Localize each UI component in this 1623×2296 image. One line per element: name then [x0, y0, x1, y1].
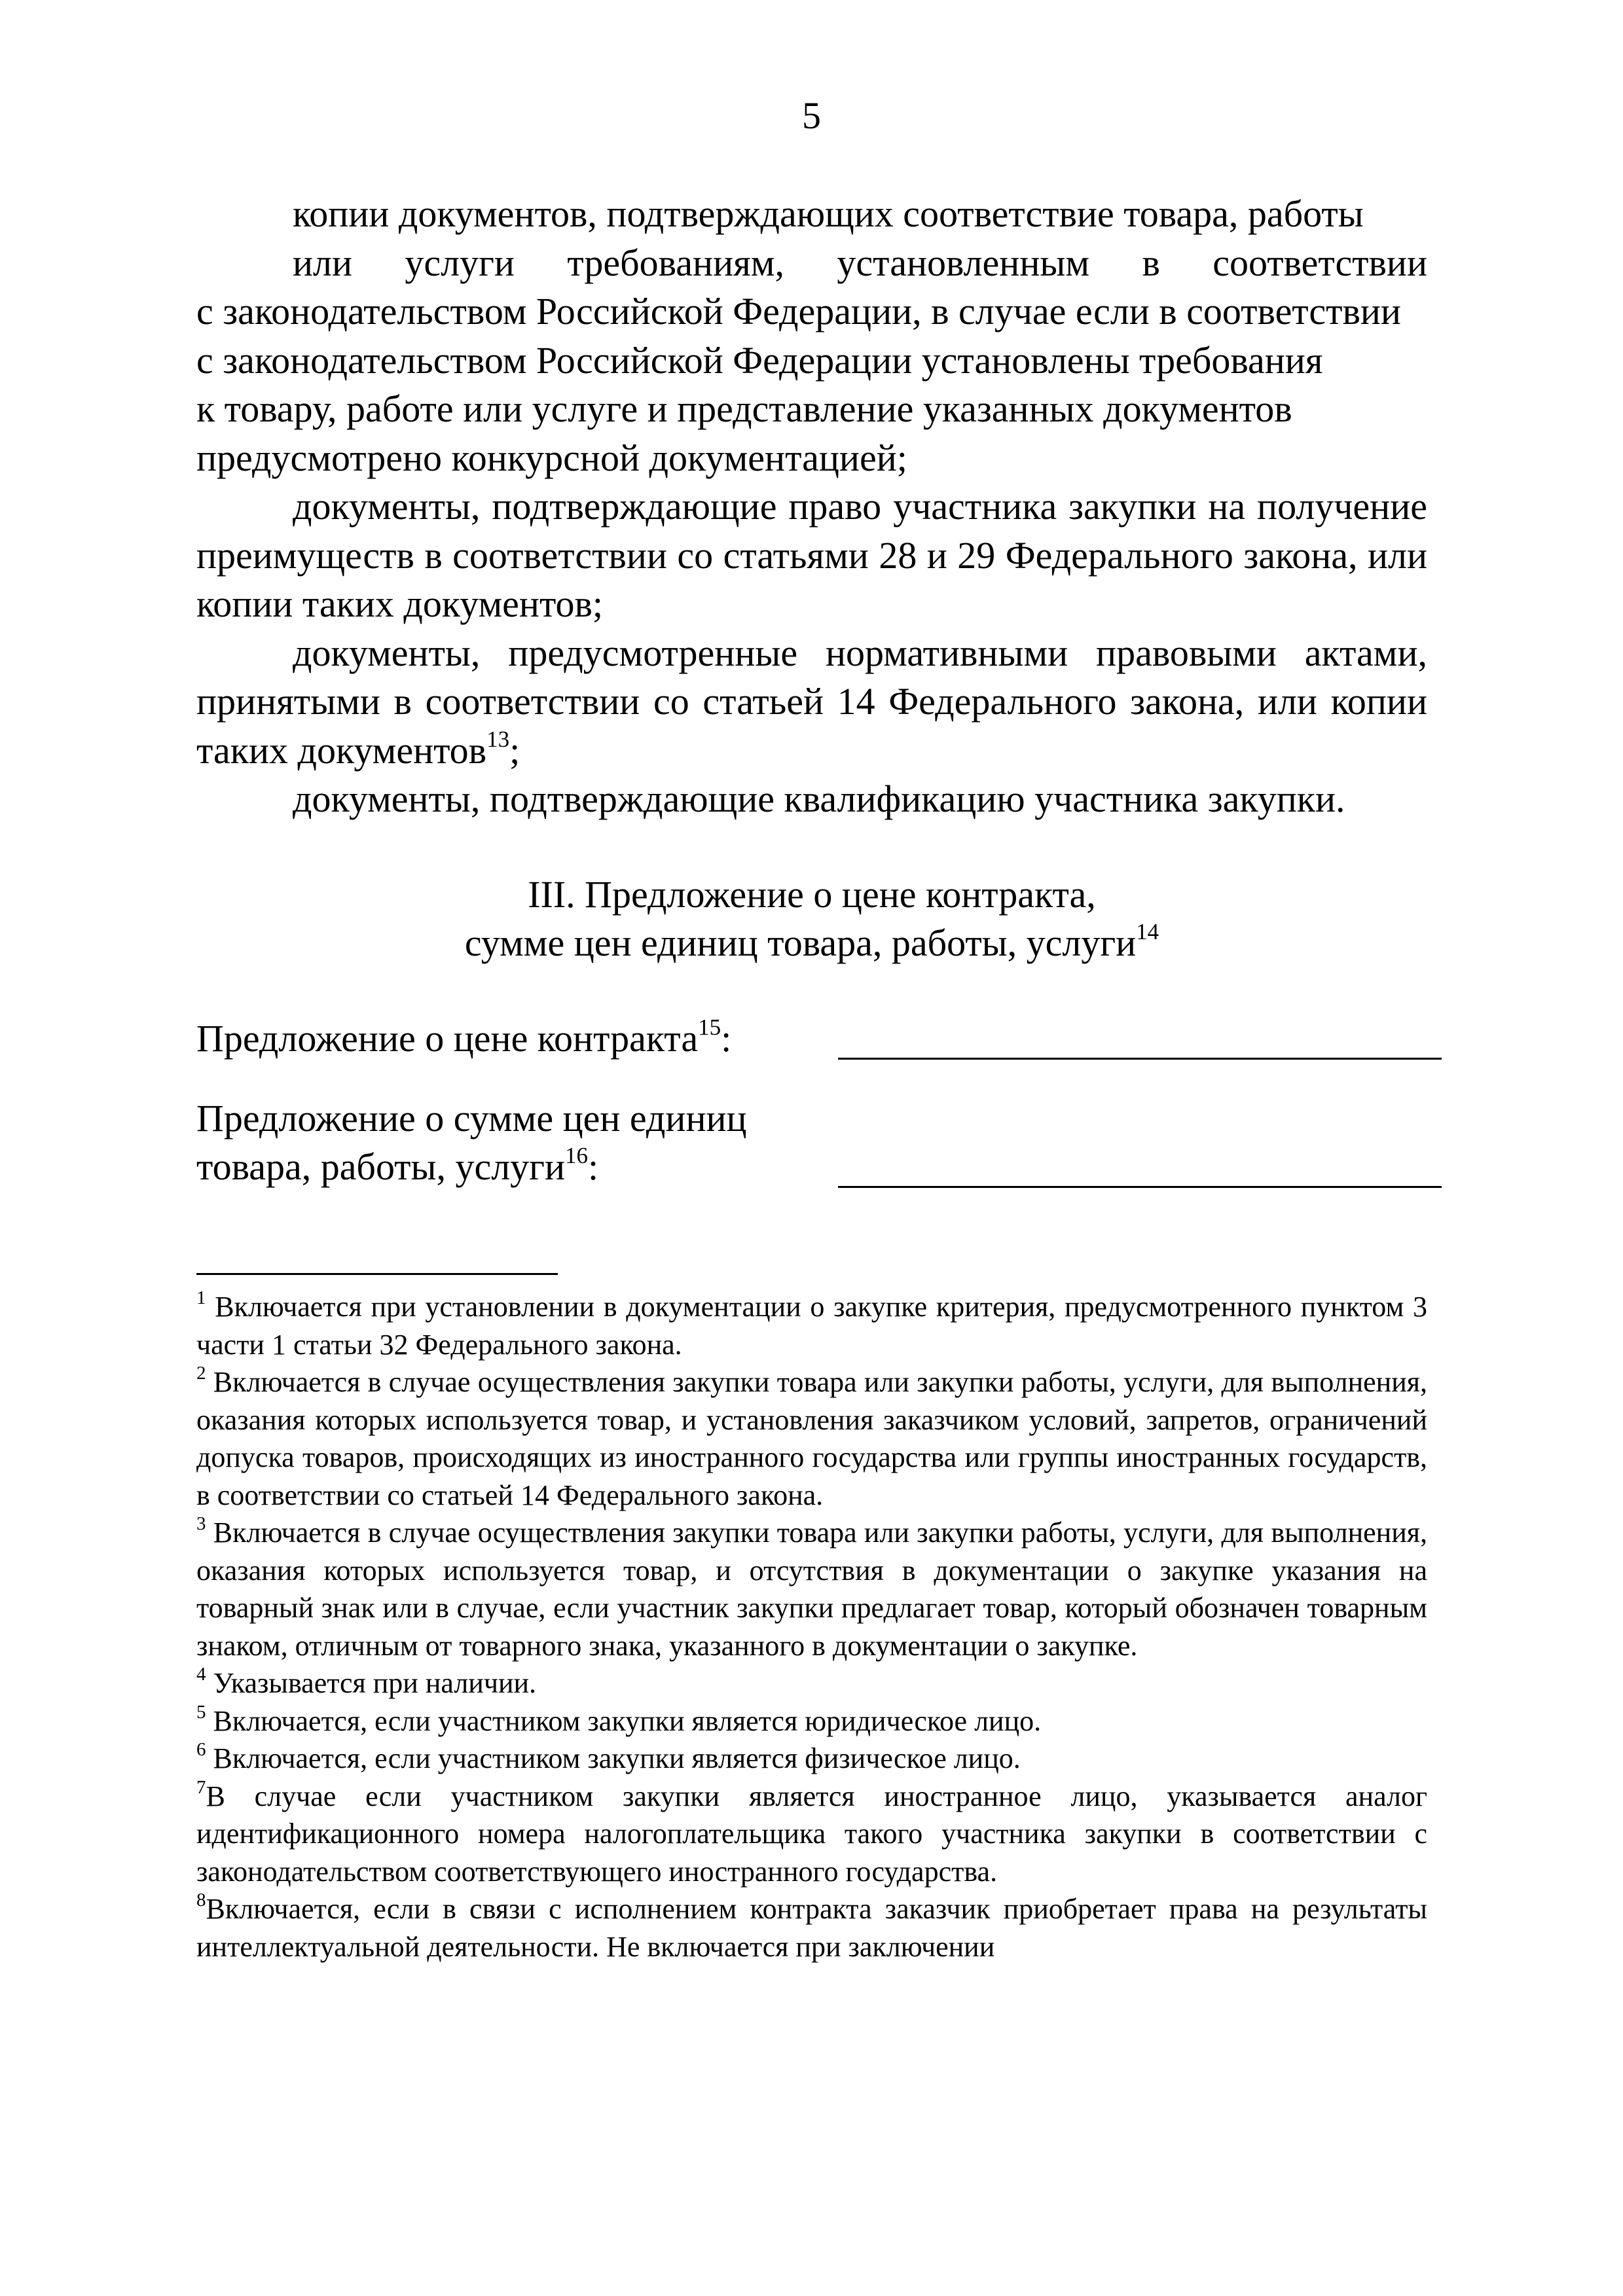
page-number: 5	[802, 94, 821, 137]
footnote-number: 6	[196, 1739, 206, 1760]
footnote	[196, 1740, 1427, 1778]
contract-price-field[interactable]	[838, 1058, 1442, 1060]
footnote	[196, 1664, 1427, 1702]
paragraph-qualification-documents: документы, подтверждающие квалификацию участника закупки.	[293, 778, 1345, 820]
footnote-text: Включается, если в связи с исполнением контракта заказчик приобретает права на результаты интеллектуальной деятельности. Не включается при заключении	[196, 1893, 1427, 1963]
unit-price-sum-field[interactable]	[838, 1186, 1442, 1188]
body-text	[196, 190, 1427, 824]
contract-price-label	[196, 1014, 731, 1063]
footnote-text: В случае если участником закупки является иностранное лицо, указывается аналог идентификационного номера налогоплательщика такого участника закупки в соответствии с законодательством соответствующего иностранного государства.	[196, 1780, 1427, 1888]
field-label-text: Предложение о цене контракта	[196, 1017, 699, 1060]
footnote-reference: 16	[565, 1143, 589, 1168]
footnote	[196, 1778, 1427, 1891]
footnote	[196, 1288, 1427, 1363]
footnote-text: Указывается при наличии.	[213, 1667, 537, 1699]
paragraph-text: документы, предусмотренные нормативными правовыми актами, принятыми в соответствии со статьей 14 Федерального закона, или копии таких документов	[196, 631, 1427, 772]
footnote-text: Включается при установлении в документации о закупке критерия, предусмотренного пунктом 3 части 1 статьи 32 Федерального закона.	[196, 1291, 1428, 1361]
paragraph-preference-documents: документы, подтверждающие право участника закупки на получение преимуществ в соответствии со статьями 28 и 29 Федерального закона, или копии таких документов;	[196, 485, 1427, 625]
footnote-number: 8	[196, 1890, 206, 1910]
footnote-number: 7	[196, 1776, 206, 1798]
text-line: предусмотрено конкурсной документацией;	[196, 436, 907, 479]
text-line: к товару, работе или услуге и представление указанных документов	[196, 387, 1292, 430]
footnote	[196, 1890, 1427, 1965]
footnote	[196, 1514, 1427, 1664]
footnote-number: 2	[196, 1363, 206, 1384]
field-label-text: Предложение о сумме цен единиц	[196, 1097, 747, 1139]
text-line: или услуги требованиям, установленным в соответствии	[293, 241, 1427, 284]
footnote-number: 5	[196, 1701, 206, 1723]
unit-price-sum-label	[196, 1094, 747, 1191]
footnote-number: 1	[196, 1287, 206, 1308]
footnote-number: 4	[196, 1664, 206, 1685]
paragraph-tail: ;	[509, 728, 520, 772]
section-title-line: III. Предложение о цене контракта,	[528, 873, 1096, 916]
footnote-reference: 15	[698, 1014, 721, 1040]
footnote-number: 3	[196, 1513, 206, 1534]
footnote-text: Включается в случае осуществления закупки товара или закупки работы, услуги, для выполнения, оказания которых используется товар, и отсутствия в документации о закупке указания на товарный знак или в случае, если участник закупки предлагает товар, который обозначен товарным знаком, отличным от товарного знака, указанного в документации о закупке.	[196, 1516, 1427, 1662]
field-label-text: товара, работы, услуги	[196, 1145, 566, 1188]
label-suffix: :	[588, 1145, 599, 1188]
footnote	[196, 1702, 1427, 1740]
footnotes	[196, 1288, 1427, 1965]
footnote-reference: 13	[486, 726, 510, 752]
text-line: копии документов, подтверждающих соответствие товара, работы	[293, 192, 1364, 235]
label-suffix: :	[721, 1017, 732, 1060]
paragraph-regulatory-documents	[196, 629, 1427, 776]
paragraph-copies-of-conformity-documents	[196, 190, 1427, 482]
text-line: с законодательством Российской Федерации, в случае если в соответствии	[196, 290, 1401, 332]
section-title-line: сумме цен единиц товара, работы, услуги	[464, 922, 1137, 964]
footnote-text: Включается, если участником закупки является физическое лицо.	[213, 1742, 1021, 1774]
footnote-reference: 14	[1136, 919, 1159, 944]
section-heading	[196, 870, 1427, 967]
footnote-text: Включается в случае осуществления закупки товара или закупки работы, услуги, для выполнения, оказания которых используется товар, и установления заказчиком условий, запретов, ограничений допуска товаров, происходящих из иностранного государства или группы иностранных государств, в соответствии со статьей 14 Федерального закона.	[196, 1366, 1427, 1511]
footnote	[196, 1363, 1427, 1514]
footnote-text: Включается, если участником закупки является юридическое лицо.	[213, 1704, 1042, 1737]
footnote-separator	[196, 1273, 558, 1275]
text-line: с законодательством Российской Федерации установлены требования	[196, 338, 1323, 382]
